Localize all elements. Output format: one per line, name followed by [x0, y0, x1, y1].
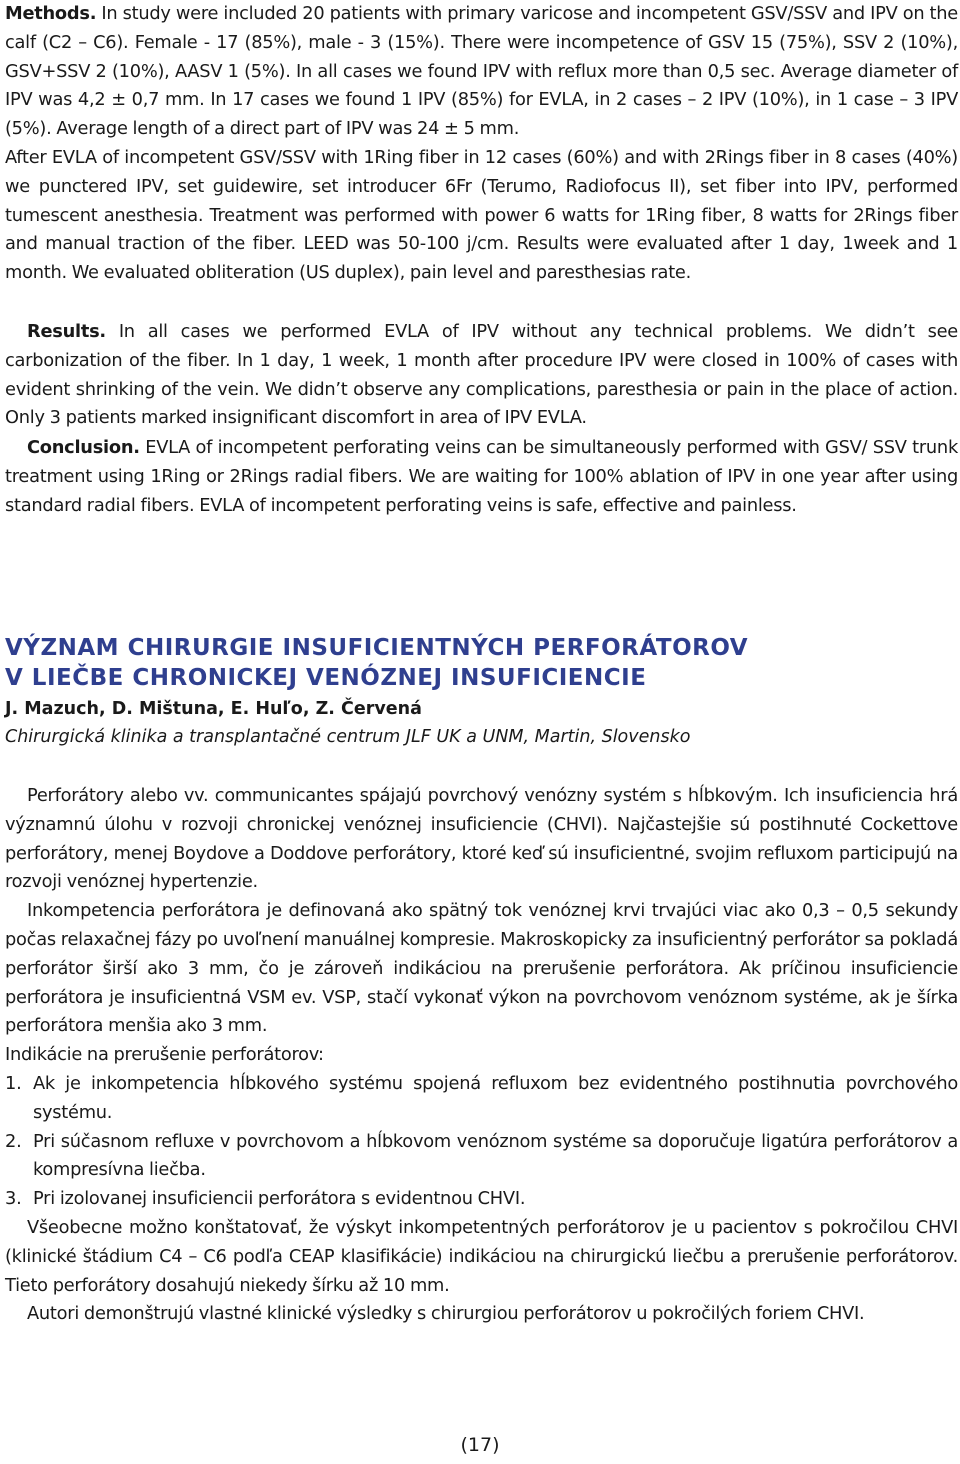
- methods-paragraph: [5, 0, 958, 144]
- list-item-text: Pri izolovanej insuficiencii perforátora s evidentnou CHVI.: [33, 1188, 526, 1210]
- methods-label: Methods.: [5, 3, 97, 24]
- page-number: (17): [460, 1434, 500, 1456]
- indications-list: [5, 1070, 958, 1214]
- methods-paragraph-continued: After EVLA of incompetent GSV/SSV with 1Ring fiber in 12 cases (60%) and with 2Rings fiber in 8 cases (40%) we punctered IPV, set guidewire, set introducer 6Fr (Terumo, Radiofocus II), set fiber into IPV, performed tumescent anesthesia. Treatment was performed with power 6 watts for 1Ring fiber, 8 watts for 2Rings fiber and manual traction of the fiber. LEED was 50-100 j/cm. Results were evaluated after 1 day, 1week and 1 month. We evaluated obliteration (US duplex), pain level and paresthesias rate.: [5, 146, 958, 284]
- list-item-text: Ak je inkompetencia hĺbkového systému spojená refluxom bez evidentného postihnutia povrchového systému.: [33, 1072, 958, 1123]
- article-title-line-2: V LIEČBE CHRONICKEJ VENÓZNEJ INSUFICIENCIE: [5, 665, 647, 691]
- list-item-number: 2.: [5, 1130, 22, 1152]
- methods-text: In study were included 20 patients with primary varicose and incompetent GSV/SSV and IPV on the calf (C2 – C6). Female - 17 (85%), male - 3 (15%). There were incompetence of GSV 15 (75%), SSV 2 (10%), GSV+SSV 2 (10%), AASV 1 (5%). In all cases we found IPV with reflux more than 0,5 sec. Average diameter of IPV was 4,2 ± 0,7 mm. In 17 cases we found 1 IPV (85%) for EVLA, in 2 cases – 2 IPV (10%), in 1 case – 3 IPV (5%). Average length of a direct part of IPV was 24 ± 5 mm.: [5, 3, 958, 140]
- article-body: [5, 782, 958, 1329]
- results-label: Results.: [27, 321, 106, 342]
- article-paragraph-1: Perforátory alebo vv. communicantes spájajú povrchový venózny systém s hĺbkovým. Ich insuficiencia hrá významnú úlohu v rozvoji chronickej venóznej insuficiencie (CHVI). Najčastejšie sú postihnuté Cockettove perforátory, menej Boydove a Doddove perforátory, ktoré keď sú insuficientné, svojim refluxom participujú na rozvoji venóznej hypertenzie.: [5, 785, 958, 893]
- conclusion-text: EVLA of incompetent perforating veins can be simultaneously performed with GSV/ SSV trunk treatment using 1Ring or 2Rings radial fibers. We are waiting for 100% ablation of IPV in one year after using standard radial fibers. EVLA of incompetent perforating veins is safe, effective and painless.: [5, 437, 958, 516]
- article-paragraph-2: Inkompetencia perforátora je definovaná ako spätný tok venóznej krvi trvajúci viac ako 0,3 – 0,5 sekundy počas relaxačnej fázy po uvoľnení manuálnej kompresie. Makroskopicky za insuficientný perforátor sa pokladá perforátor širší ako 3 mm, čo je zároveň indikáciou na prerušenie perforátora. Ak príčinou insuficiencie perforátora je insuficientná VSM ev. VSP, stačí vykonať výkon na povrchovom venóznom systéme, ak je šírka perforátora menšia ako 3 mm.: [5, 900, 958, 1037]
- article-affiliation: Chirurgická klinika a transplantačné centrum JLF UK a UNM, Martin, Slovensko: [5, 727, 691, 747]
- results-text: In all cases we performed EVLA of IPV without any technical problems. We didn’t see carbonization of the fiber. In 1 day, 1 week, 1 month after procedure IPV were closed in 100% of cases with evident shrinking of the vein. We didn’t observe any complications, paresthesia or pain in the place of action. Only 3 patients marked insignificant discomfort in area of IPV EVLA.: [5, 321, 958, 429]
- article-paragraph-4: Autori demonštrujú vlastné klinické výsledky s chirurgiou perforátorov u pokročilých foriem CHVI.: [27, 1303, 865, 1325]
- abstract-conclusion: [5, 434, 958, 520]
- article-header: [5, 633, 958, 751]
- article-title-line-1: VÝZNAM CHIRURGIE INSUFICIENTNÝCH PERFORÁTOROV: [5, 635, 749, 661]
- indications-heading: Indikácie na prerušenie perforátorov:: [5, 1044, 324, 1066]
- results-paragraph: [5, 318, 958, 433]
- conclusion-paragraph: [5, 434, 958, 520]
- abstract-methods: [5, 0, 958, 288]
- list-item-number: 1.: [5, 1072, 22, 1094]
- list-item: [5, 1128, 958, 1186]
- conclusion-label: Conclusion.: [27, 437, 140, 458]
- list-item-text: Pri súčasnom refluxe v povrchovom a hĺbkovom venóznom systéme sa doporučuje ligatúra perforátorov a kompresívna liečba.: [33, 1130, 958, 1181]
- list-item-number: 3.: [5, 1188, 22, 1210]
- article-authors: J. Mazuch, D. Mištuna, E. Huľo, Z. Červená: [5, 699, 422, 719]
- article-paragraph-3: Všeobecne možno konštatovať, že výskyt inkompetentných perforátorov je u pacientov s pokročilou CHVI (klinické štádium C4 – C6 podľa CEAP klasifikácie) indikáciou na chirurgickú liečbu a prerušenie perforátorov. Tieto perforátory dosahujú niekedy šírku až 10 mm.: [5, 1216, 958, 1296]
- list-item: [5, 1070, 958, 1128]
- list-item: [5, 1185, 958, 1214]
- abstract-results: [5, 318, 958, 433]
